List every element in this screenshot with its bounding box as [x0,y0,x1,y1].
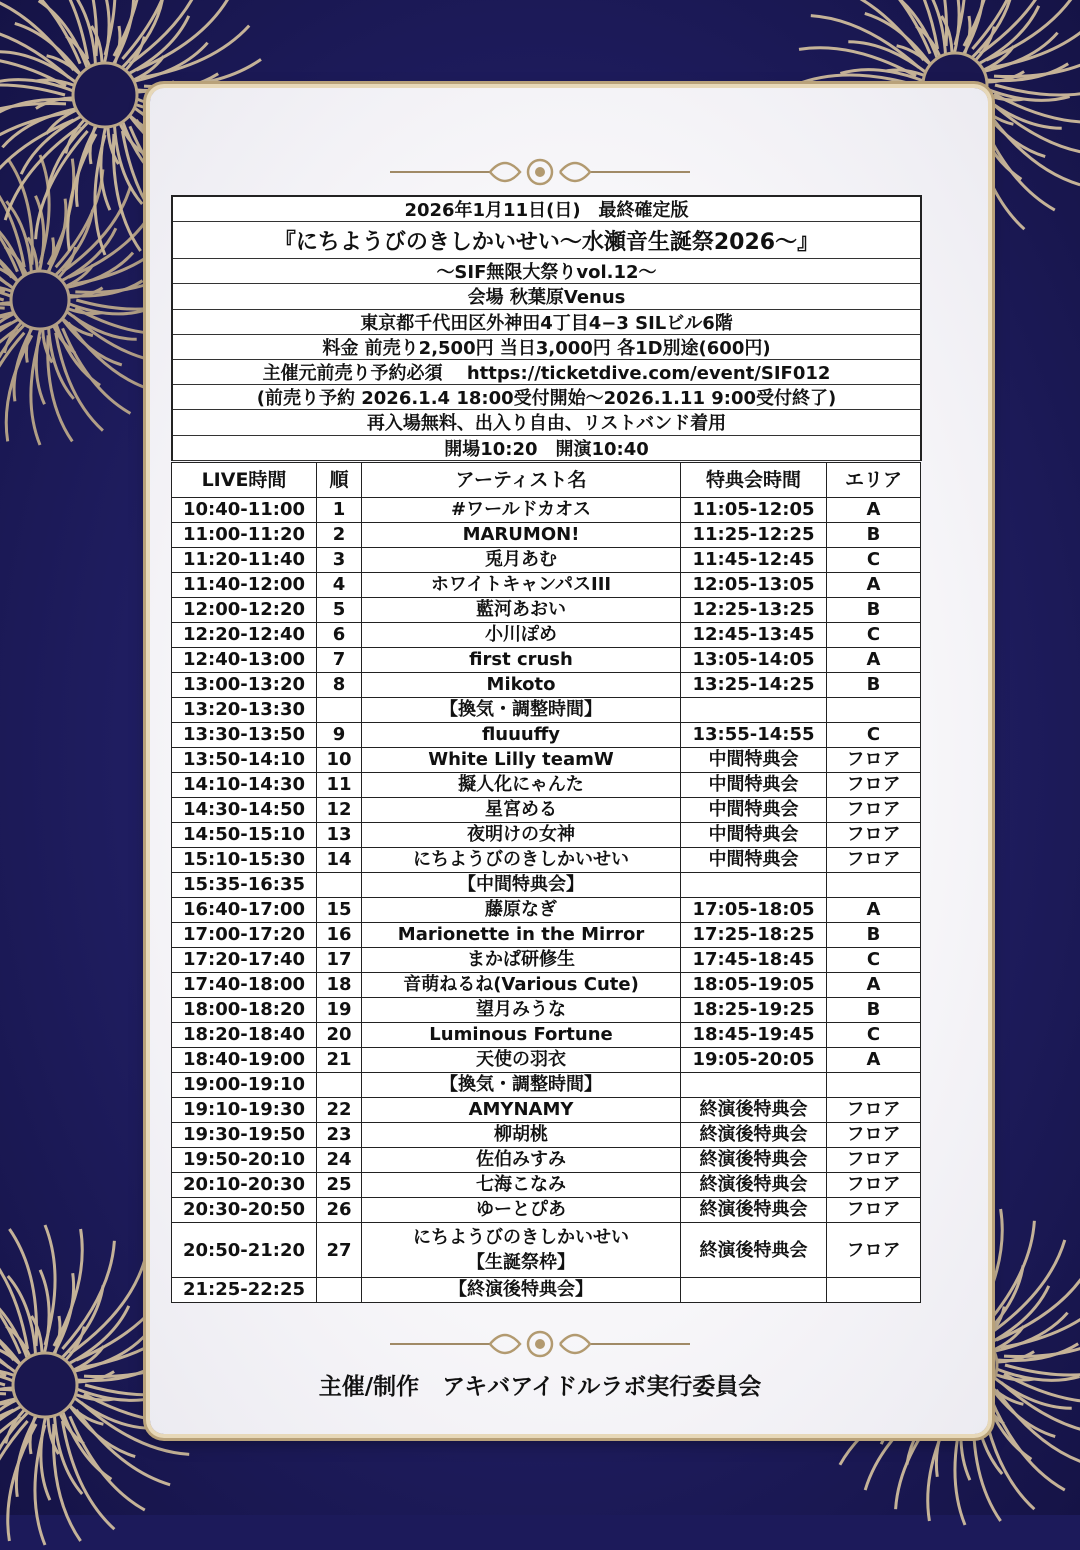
order-cell: 26 [317,1198,362,1223]
order-cell: 4 [317,573,362,598]
table-row [172,748,921,773]
live-time-cell: 18:40-19:00 [172,1048,317,1073]
live-time-cell: 14:50-15:10 [172,823,317,848]
artist-note: 【生誕祭枠】 [467,1252,575,1273]
table-row [172,648,921,673]
artist-cell: 柳胡桃 [362,1123,681,1148]
artist-cell: 【換気・調整時間】 [362,698,681,723]
order-cell: 27 [317,1223,362,1278]
table-row [172,998,921,1023]
benefit-time-cell: 17:05-18:05 [681,898,827,923]
order-cell: 6 [317,623,362,648]
table-row [172,1073,921,1098]
area-cell [827,1278,921,1303]
organizer-credit: 主催/制作 アキバアイドルラボ実行委員会 [318,1374,762,1400]
area-cell: フロア [827,1123,921,1148]
benefit-time-cell: 12:25-13:25 [681,598,827,623]
column-header-live-time: LIVE時間 [172,463,317,498]
area-cell: フロア [827,1148,921,1173]
artist-cell: 天使の羽衣 [362,1048,681,1073]
order-cell: 13 [317,823,362,848]
live-time-cell: 17:40-18:00 [172,973,317,998]
live-time-cell: 13:30-13:50 [172,723,317,748]
live-time-cell: 12:40-13:00 [172,648,317,673]
order-cell: 1 [317,498,362,523]
area-cell: フロア [827,1098,921,1123]
area-cell: C [827,1023,921,1048]
table-row [172,498,921,523]
table-row [172,898,921,923]
order-cell: 25 [317,1173,362,1198]
live-time-cell: 20:50-21:20 [172,1223,317,1278]
event-price: 料金 前売り2,500円 当日3,000円 各1D別途(600円) [173,335,920,360]
table-row [172,923,921,948]
order-cell: 11 [317,773,362,798]
event-reservation-period: (前売り予約 2026.1.4 18:00受付開始〜2026.1.11 9:00受付終了) [173,385,920,410]
live-time-cell: 20:10-20:30 [172,1173,317,1198]
order-cell: 10 [317,748,362,773]
live-time-cell: 15:35-16:35 [172,873,317,898]
benefit-time-cell: 11:45-12:45 [681,548,827,573]
live-time-cell: 16:40-17:00 [172,898,317,923]
top-ornament [380,152,700,192]
live-time-cell: 20:30-20:50 [172,1198,317,1223]
benefit-time-cell: 終演後特典会 [681,1223,827,1278]
order-cell: 17 [317,948,362,973]
table-row [172,1148,921,1173]
live-time-cell: 19:10-19:30 [172,1098,317,1123]
order-cell [317,1278,362,1303]
bottom-ornament [380,1324,700,1364]
area-cell: B [827,673,921,698]
live-time-cell: 12:20-12:40 [172,623,317,648]
benefit-time-cell: 19:05-20:05 [681,1048,827,1073]
artist-cell: 【中間特典会】 [362,873,681,898]
area-cell: A [827,973,921,998]
area-cell: B [827,998,921,1023]
artist-cell: 夜明けの女神 [362,823,681,848]
area-cell: B [827,523,921,548]
artist-cell: 七海こなみ [362,1173,681,1198]
event-header [171,195,922,461]
table-row [172,1023,921,1048]
order-cell [317,873,362,898]
live-time-cell: 19:50-20:10 [172,1148,317,1173]
table-row [172,973,921,998]
artist-cell: 望月みうな [362,998,681,1023]
table-row [172,1098,921,1123]
benefit-time-cell: 11:25-12:25 [681,523,827,548]
order-cell [317,1073,362,1098]
artist-cell: 【換気・調整時間】 [362,1073,681,1098]
benefit-time-cell: 13:05-14:05 [681,648,827,673]
table-header-row [172,463,921,498]
order-cell: 7 [317,648,362,673]
benefit-time-cell: 13:25-14:25 [681,673,827,698]
benefit-time-cell: 中間特典会 [681,823,827,848]
live-time-cell: 13:00-13:20 [172,673,317,698]
area-cell: A [827,648,921,673]
area-cell: C [827,623,921,648]
live-time-cell: 13:50-14:10 [172,748,317,773]
event-open-start: 開場10:20 開演10:40 [173,436,920,461]
live-time-cell: 11:40-12:00 [172,573,317,598]
table-row [172,773,921,798]
order-cell: 22 [317,1098,362,1123]
column-header-order: 順 [317,463,362,498]
area-cell: A [827,1048,921,1073]
artist-cell: first crush [362,648,681,673]
live-time-cell: 14:30-14:50 [172,798,317,823]
table-row [172,698,921,723]
benefit-time-cell: 12:05-13:05 [681,573,827,598]
order-cell: 20 [317,1023,362,1048]
artist-cell [362,1223,681,1278]
artist-cell: Marionette in the Mirror [362,923,681,948]
table-row [172,1173,921,1198]
benefit-time-cell: 13:55-14:55 [681,723,827,748]
order-cell: 3 [317,548,362,573]
benefit-time-cell: 17:25-18:25 [681,923,827,948]
benefit-time-cell: 18:25-19:25 [681,998,827,1023]
column-header-benefit-time: 特典会時間 [681,463,827,498]
area-cell: A [827,573,921,598]
table-row [172,823,921,848]
artist-cell: にちようびのきしかいせい [362,848,681,873]
live-time-cell: 18:20-18:40 [172,1023,317,1048]
live-time-cell: 17:20-17:40 [172,948,317,973]
artist-cell: 藍河あおい [362,598,681,623]
benefit-time-cell: 終演後特典会 [681,1198,827,1223]
artist-cell: AMYNAMY [362,1098,681,1123]
event-subtitle: 〜SIF無限大祭りvol.12〜 [173,259,920,284]
area-cell: フロア [827,798,921,823]
benefit-time-cell: 終演後特典会 [681,1148,827,1173]
artist-cell: まかぱ研修生 [362,948,681,973]
benefit-time-cell [681,1073,827,1098]
schedule-body [172,498,921,1303]
area-cell: フロア [827,1223,921,1278]
artist-cell: White Lilly teamW [362,748,681,773]
event-date: 2026年1月11日(日) 最終確定版 [173,197,920,222]
schedule-table [171,462,921,1303]
area-cell: C [827,948,921,973]
order-cell: 23 [317,1123,362,1148]
table-row [172,598,921,623]
benefit-time-cell: 終演後特典会 [681,1098,827,1123]
artist-cell: 小川ぽめ [362,623,681,648]
benefit-time-cell: 11:05-12:05 [681,498,827,523]
order-cell: 8 [317,673,362,698]
order-cell: 19 [317,998,362,1023]
area-cell: フロア [827,823,921,848]
area-cell [827,1073,921,1098]
artist-cell: 【終演後特典会】 [362,1278,681,1303]
table-row [172,623,921,648]
live-time-cell: 11:00-11:20 [172,523,317,548]
area-cell: フロア [827,748,921,773]
area-cell: B [827,923,921,948]
column-header-artist: アーティスト名 [362,463,681,498]
table-row [172,723,921,748]
artist-cell: Luminous Fortune [362,1023,681,1048]
artist-cell: MARUMON! [362,523,681,548]
benefit-time-cell: 12:45-13:45 [681,623,827,648]
live-time-cell: 12:00-12:20 [172,598,317,623]
area-cell [827,873,921,898]
artist-cell: 佐伯みすみ [362,1148,681,1173]
order-cell: 12 [317,798,362,823]
event-title: 『にちようびのきしかいせい〜水瀬音生誕祭2026〜』 [173,222,920,259]
live-time-cell: 14:10-14:30 [172,773,317,798]
artist-cell: 藤原なぎ [362,898,681,923]
event-reentry: 再入場無料、出入り自由、リストバンド着用 [173,410,920,435]
artist-cell: fluuuffy [362,723,681,748]
table-row [172,573,921,598]
order-cell: 15 [317,898,362,923]
event-address: 東京都千代田区外神田4丁目4−3 SILビル6階 [173,310,920,335]
table-row [172,1198,921,1223]
area-cell: B [827,598,921,623]
table-row [172,1048,921,1073]
live-time-cell: 19:00-19:10 [172,1073,317,1098]
artist-cell: 兎月あむ [362,548,681,573]
order-cell [317,698,362,723]
order-cell: 9 [317,723,362,748]
artist-name: にちようびのきしかいせい [413,1227,629,1248]
benefit-time-cell: 終演後特典会 [681,1173,827,1198]
table-row [172,673,921,698]
live-time-cell: 17:00-17:20 [172,923,317,948]
area-cell: フロア [827,848,921,873]
live-time-cell: 19:30-19:50 [172,1123,317,1148]
order-cell: 14 [317,848,362,873]
table-row [172,1278,921,1303]
event-reservation: 主催元前売り予約必須 https://ticketdive.com/event/SIF012 [173,360,920,385]
order-cell: 24 [317,1148,362,1173]
area-cell: C [827,548,921,573]
live-time-cell: 13:20-13:30 [172,698,317,723]
order-cell: 21 [317,1048,362,1073]
benefit-time-cell [681,1278,827,1303]
artist-cell: 音萌ねるね(Various Cute) [362,973,681,998]
table-row [172,848,921,873]
area-cell: フロア [827,773,921,798]
live-time-cell: 18:00-18:20 [172,998,317,1023]
live-time-cell: 10:40-11:00 [172,498,317,523]
artist-cell: #ワールドカオス [362,498,681,523]
benefit-time-cell [681,698,827,723]
table-row [172,1123,921,1148]
benefit-time-cell: 中間特典会 [681,748,827,773]
table-row [172,873,921,898]
order-cell: 2 [317,523,362,548]
order-cell: 5 [317,598,362,623]
benefit-time-cell: 終演後特典会 [681,1123,827,1148]
artist-cell: 星宮める [362,798,681,823]
benefit-time-cell: 17:45-18:45 [681,948,827,973]
order-cell: 16 [317,923,362,948]
table-row [172,523,921,548]
table-row [172,1223,921,1278]
table-row [172,948,921,973]
artist-cell: Mikoto [362,673,681,698]
column-header-area: エリア [827,463,921,498]
area-cell [827,698,921,723]
benefit-time-cell: 18:05-19:05 [681,973,827,998]
table-row [172,798,921,823]
artist-cell: ゆーとぴあ [362,1198,681,1223]
artist-cell: ホワイトキャンパスIII [362,573,681,598]
benefit-time-cell: 中間特典会 [681,773,827,798]
area-cell: フロア [827,1173,921,1198]
benefit-time-cell: 中間特典会 [681,848,827,873]
benefit-time-cell [681,873,827,898]
area-cell: C [827,723,921,748]
area-cell: A [827,498,921,523]
benefit-time-cell: 中間特典会 [681,798,827,823]
artist-cell: 擬人化にゃんた [362,773,681,798]
benefit-time-cell: 18:45-19:45 [681,1023,827,1048]
area-cell: フロア [827,1198,921,1223]
table-row [172,548,921,573]
event-venue: 会場 秋葉原Venus [173,284,920,309]
live-time-cell: 15:10-15:30 [172,848,317,873]
live-time-cell: 11:20-11:40 [172,548,317,573]
area-cell: A [827,898,921,923]
order-cell: 18 [317,973,362,998]
live-time-cell: 21:25-22:25 [172,1278,317,1303]
